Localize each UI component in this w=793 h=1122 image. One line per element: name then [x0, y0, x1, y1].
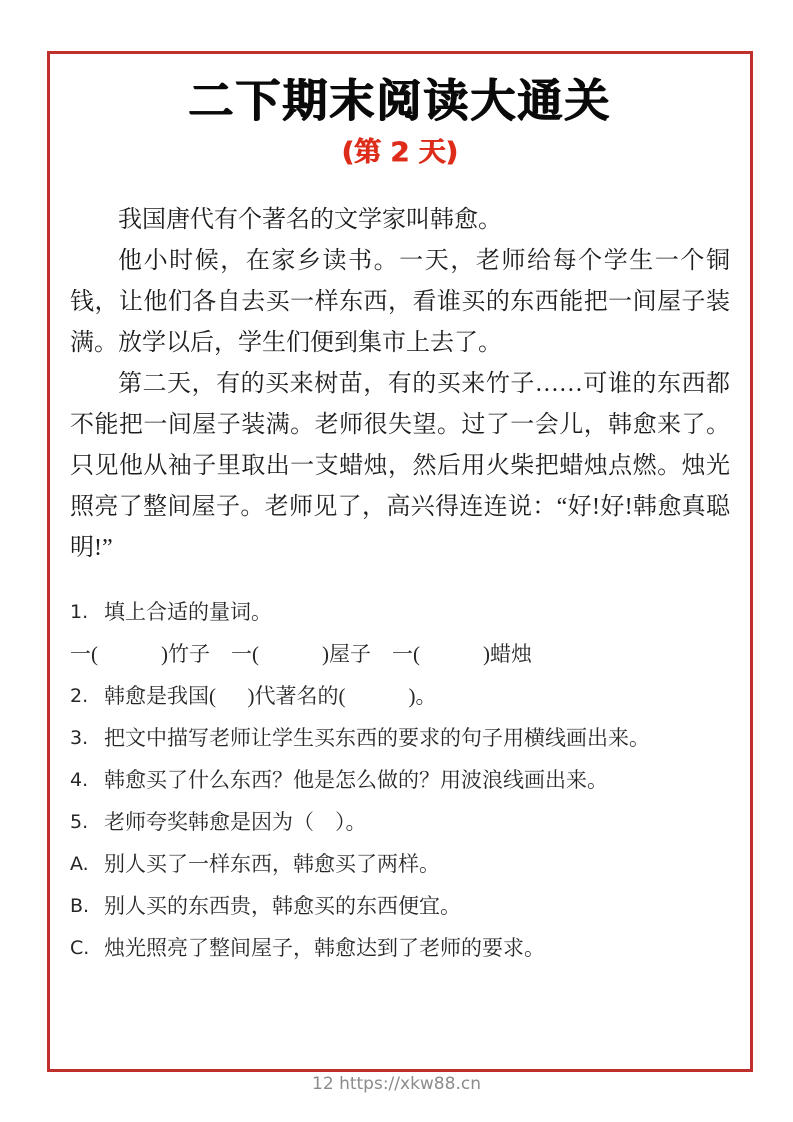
passage-paragraph-3: 第二天，有的买来树苗，有的买来竹子……可谁的东西都不能把一间屋子装满。老师很失望。过了一会儿，韩愈来了。只见他从袖子里取出一支蜡烛，然后用火柴把蜡烛点燃。烛光照亮了整间屋子。老师见了，高兴得连连说：“好!好!韩愈真聪明!”	[70, 371, 730, 561]
option-letter: A.	[70, 853, 89, 875]
question-text: 把文中描写老师让学生买东西的要求的句子用横线画出来。	[104, 726, 650, 750]
question-1-blanks-row	[70, 643, 730, 665]
question-text: 韩愈是我国( )代著名的( )。	[104, 684, 437, 708]
question-row-1	[70, 601, 730, 623]
question-row-2	[70, 685, 730, 707]
page-subtitle: (第 2 天)	[341, 137, 459, 168]
question-number: 3.	[70, 727, 89, 749]
question-row-4	[70, 769, 730, 791]
question-number: 5.	[70, 811, 89, 833]
option-row-a	[70, 853, 730, 875]
option-text: 别人买了一样东西，韩愈买了两样。	[104, 852, 440, 876]
question-number: 4.	[70, 769, 89, 791]
question-list	[70, 601, 730, 959]
option-row-b	[70, 895, 730, 917]
reading-passage	[70, 200, 730, 569]
page-footer: 12 https://xkw88.cn	[312, 1074, 481, 1094]
page-border-frame	[47, 51, 753, 1072]
question-number: 2.	[70, 685, 89, 707]
question-row-5	[70, 811, 730, 833]
question-text: 韩愈买了什么东西？他是怎么做的？用波浪线画出来。	[104, 768, 608, 792]
page-title: 二下期末阅读大通关	[188, 74, 612, 127]
option-letter: C.	[70, 937, 90, 959]
question-row-3	[70, 727, 730, 749]
fill-in-blanks-text: 一( )竹子 一( )屋子 一( )蜡烛	[70, 642, 532, 666]
option-text: 烛光照亮了整间屋子，韩愈达到了老师的要求。	[104, 936, 545, 960]
question-text: 老师夸奖韩愈是因为（ ）。	[104, 810, 367, 834]
option-row-c	[70, 937, 730, 959]
passage-paragraph-1: 我国唐代有个著名的文学家叫韩愈。	[118, 207, 502, 233]
question-text: 填上合适的量词。	[104, 600, 272, 624]
option-text: 别人买的东西贵，韩愈买的东西便宜。	[104, 894, 461, 918]
question-number: 1.	[70, 601, 89, 623]
option-letter: B.	[70, 895, 90, 917]
passage-paragraph-2: 他小时候，在家乡读书。一天，老师给每个学生一个铜钱，让他们各自去买一样东西，看谁买的东西能把一间屋子装满。放学以后，学生们便到集市上去了。	[70, 248, 730, 356]
